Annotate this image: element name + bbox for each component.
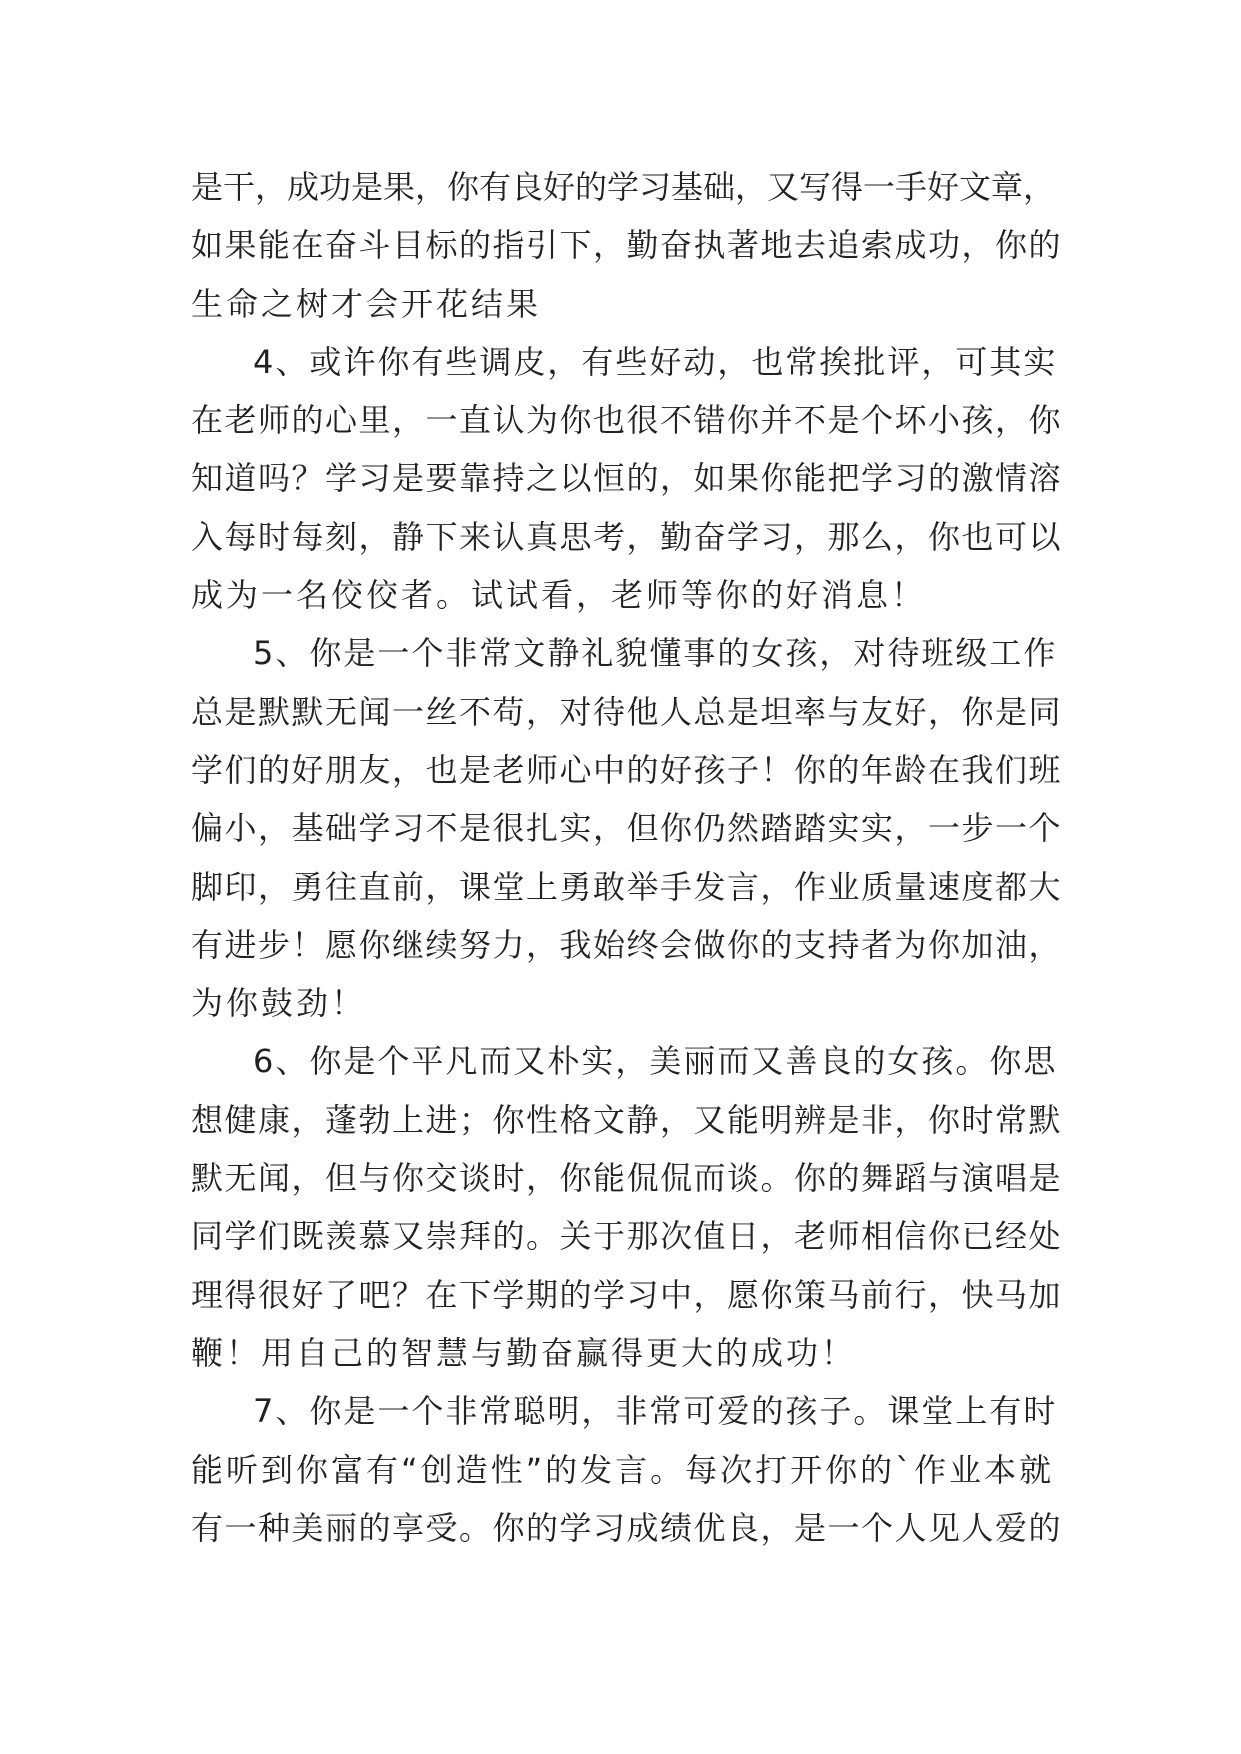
text-line: 成为一名佼佼者。试试看，老师等你的好消息！ [191,576,927,615]
text-line: 学们的好朋友，也是老师心中的好孩子！你的年龄在我们班 [191,750,1063,789]
text-line: 为你鼓劲！ [191,984,367,1023]
text-line: 同学们既羡慕又崇拜的。关于那次值日，老师相信你已经处 [191,1217,1063,1256]
paragraph-7-first-line: 7、你是一个非常聪明，非常可爱的孩子。课堂上有时 [253,1392,1058,1431]
text-line: 能听到你富有“创造性”的发言。每次打开你的`作业本就 [191,1450,1055,1489]
text-line: 入每时每刻，静下来认真思考，勤奋学习，那么，你也可以 [191,517,1063,556]
text-line: 生命之树才会开花结果 [191,284,542,323]
text-line: 如果能在奋斗目标的指引下，勤奋执著地去追索成功，你的 [191,226,1063,265]
text-line: 知道吗？学习是要靠持之以恒的，如果你能把学习的激情溶 [191,459,1063,498]
text-line: 脚印，勇往直前，课堂上勇敢举手发言，作业质量速度都大 [191,867,1063,906]
text-line: 理得很好了吧？在下学期的学习中，愿你策马前行，快马加 [191,1275,1063,1314]
text-line: 有进步！愿你继续努力，我始终会做你的支持者为你加油， [191,925,1063,964]
text-line: 偏小，基础学习不是很扎实，但你仍然踏踏实实，一步一个 [191,809,1063,848]
paragraph-6-first-line: 6、你是个平凡而又朴实，美丽而又善良的女孩。你思 [253,1042,1058,1081]
paragraph-5-first-line: 5、你是一个非常文静礼貌懂事的女孩，对待班级工作 [253,634,1058,673]
text-line: 有一种美丽的享受。你的学习成绩优良，是一个人见人爱的 [191,1508,1063,1547]
text-line: 是干，成功是果，你有良好的学习基础，又写得一手好文章， [191,168,1056,206]
text-line: 默无闻，但与你交谈时，你能侃侃而谈。你的舞蹈与演唱是 [191,1159,1063,1198]
text-line: 鞭！用自己的智慧与勤奋赢得更大的成功！ [191,1333,857,1372]
text-line: 想健康，蓬勃上进；你性格文静，又能明辨是非，你时常默 [191,1100,1063,1139]
text-line: 在老师的心里，一直认为你也很不错你并不是个坏小孩，你 [191,401,1063,440]
document-body [191,158,1066,1557]
text-line: 总是默默无闻一丝不苟，对待他人总是坦率与友好，你是同 [191,692,1063,731]
paragraph-4-first-line: 4、或许你有些调皮，有些好动，也常挨批评，可其实 [253,342,1058,381]
